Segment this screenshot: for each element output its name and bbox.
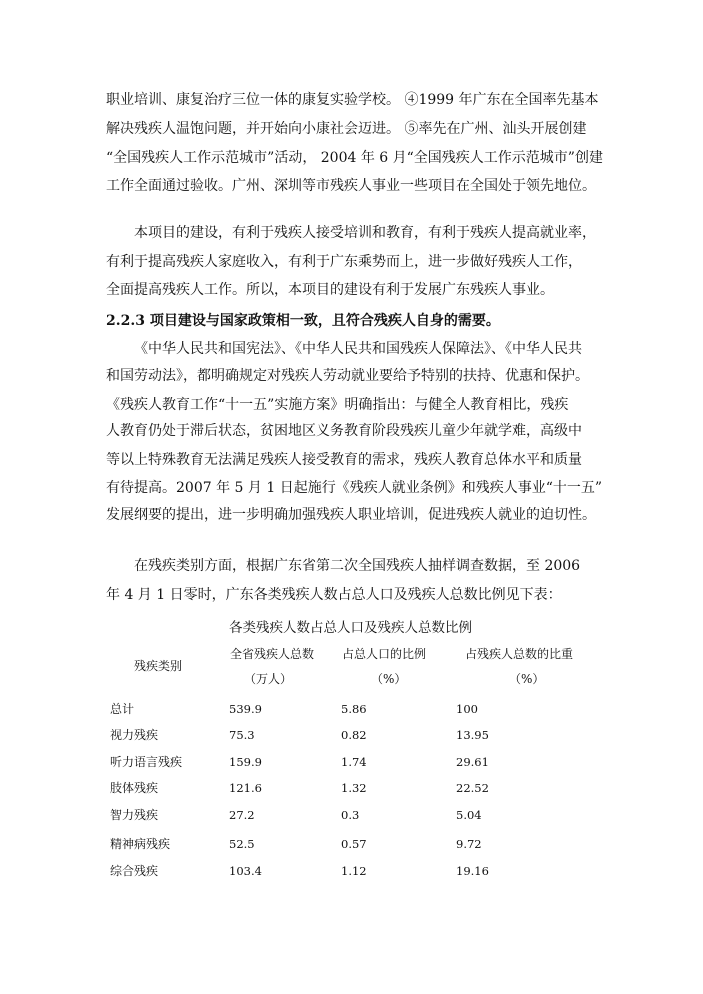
paragraph-2-line: 全面提高残疾人工作。所以，本项目的建设有利于发展广东残疾人事业。 [106, 282, 554, 298]
table-row-category: 视力残疾 [110, 728, 159, 742]
paragraph-3-line: 发展纲要的提出，进一步明确加强残疾人职业培训，促进残疾人就业的迫切性。 [106, 507, 596, 523]
table-row-count: 121.6 [229, 781, 262, 795]
table-row-count: 75.3 [229, 728, 255, 742]
header-pop-ratio: 占总人口的比例 [342, 647, 427, 661]
paragraph-1-line: 职业培训、康复治疗三位一体的康复实验学校。 ④1999 年广东在全国率先基本 [106, 92, 599, 108]
table-row-category: 智力残疾 [110, 808, 159, 822]
paragraph-3-line: 人教育仍处于滞后状态，贫困地区义务教育阶段残疾儿童少年就学难，高级中 [106, 423, 582, 439]
table-row-share: 29.61 [456, 755, 489, 769]
table-row-category: 总计 [110, 702, 135, 716]
section-heading: 2.2.3 项目建设与国家政策相一致，且符合残疾人自身的需要。 [106, 313, 500, 329]
table-row-count: 52.5 [229, 837, 255, 851]
table-row-category: 综合残疾 [110, 864, 159, 878]
table-row-share: 19.16 [456, 864, 489, 878]
header-count: 全省残疾人总数 [230, 647, 315, 661]
paragraph-1-line: 工作全面通过验收。广州、深圳等市残疾人事业一些项目在全国处于领先地位。 [106, 178, 596, 194]
paragraph-4-line: 年 4 月 1 日零时，广东各类残疾人数占总人口及残疾人总数比例见下表： [106, 587, 562, 603]
paragraph-3-line: 有待提高。2007 年 5 月 1 日起施行《残疾人就业条例》和残疾人事业“十一五” [106, 480, 603, 496]
table-row-pop-ratio: 1.32 [341, 781, 367, 795]
table-row-pop-ratio: 5.86 [341, 702, 367, 716]
table-row-count: 539.9 [229, 702, 262, 716]
header-pop-ratio-unit: （%） [371, 672, 407, 686]
table-row-category: 听力语言残疾 [110, 755, 183, 769]
header-count-unit: （万人） [244, 672, 293, 686]
paragraph-2-line: 本项目的建设，有利于残疾人接受培训和教育，有利于残疾人提高就业率， [134, 225, 596, 241]
header-share-unit: （%） [509, 672, 545, 686]
table-caption: 各类残疾人数占总人口及残疾人总数比例 [229, 620, 472, 636]
table-row-pop-ratio: 0.57 [341, 837, 367, 851]
paragraph-3-line: 《中华人民共和国宪法》、《中华人民共和国残疾人保障法》、《中华人民共 [134, 341, 582, 357]
paragraph-1-line: “全国残疾人工作示范城市”活动， 2004 年 6 月“全国残疾人工作示范城市”创建 [106, 150, 603, 166]
paragraph-2-line: 有利于提高残疾人家庭收入，有利于广东乘势而上，进一步做好残疾人工作， [106, 254, 582, 270]
table-row-pop-ratio: 1.74 [341, 755, 367, 769]
table-row-category: 肢体残疾 [110, 781, 159, 795]
paragraph-3-line: 等以上特殊教育无法满足残疾人接受教育的需求，残疾人教育总体水平和质量 [106, 452, 582, 468]
table-row-count: 103.4 [229, 864, 262, 878]
table-row-category: 精神病残疾 [110, 837, 171, 851]
table-row-share: 22.52 [456, 781, 489, 795]
paragraph-1-line: 解决残疾人温饱问题，并开始向小康社会迈进。 ⑤率先在广州、汕头开展创建 [106, 121, 587, 137]
table-row-share: 5.04 [456, 808, 482, 822]
header-category: 残疾类别 [134, 659, 183, 673]
paragraph-4-line: 在残疾类别方面，根据广东省第二次全国残疾人抽样调查数据，至 2006 [134, 558, 581, 574]
table-row-pop-ratio: 0.3 [341, 808, 360, 822]
table-row-pop-ratio: 0.82 [341, 728, 367, 742]
table-row-pop-ratio: 1.12 [341, 864, 367, 878]
paragraph-3-line: 和国劳动法》，都明确规定对残疾人劳动就业要给予特别的扶持、优惠和保护。 [106, 368, 589, 384]
table-row-count: 27.2 [229, 808, 255, 822]
table-row-share: 100 [456, 702, 478, 716]
table-row-count: 159.9 [229, 755, 262, 769]
table-row-share: 9.72 [456, 837, 482, 851]
table-row-share: 13.95 [456, 728, 489, 742]
header-share: 占残疾人总数的比重 [465, 647, 574, 661]
paragraph-3-line: 《残疾人教育工作“十一五”实施方案》明确指出：与健全人教育相比，残疾 [106, 397, 569, 413]
